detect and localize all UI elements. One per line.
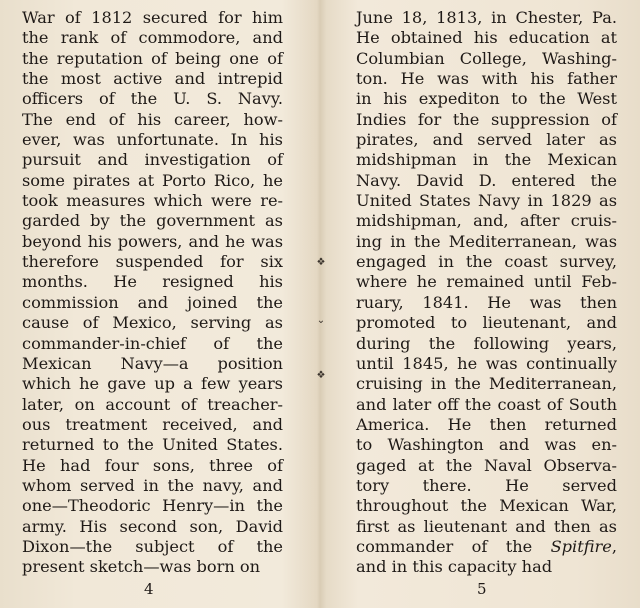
text-line: whom served in the navy, and (22, 475, 283, 495)
binding-stitch-mark: ❖ (316, 370, 326, 381)
text-line: The end of his career, how- (22, 109, 283, 129)
text-line: during the following years, (356, 333, 617, 353)
text-line: which he gave up a few years (22, 374, 283, 394)
left-page-text (22, 8, 283, 578)
text-line: pirates, and served later as (356, 130, 617, 150)
text-line: midshipman, and, after cruis- (356, 211, 617, 231)
text-line: cause of Mexico, serving as (22, 313, 283, 333)
text-line: promoted to lieutenant, and (356, 313, 617, 333)
text-line: until 1845, he was continually (356, 353, 617, 373)
text-line: ous treatment received, and (22, 414, 283, 434)
text-line: where he remained until Feb- (356, 272, 617, 292)
text-line: pursuit and investigation of (22, 150, 283, 170)
text-line: throughout the Mexican War, (356, 496, 617, 516)
text-line: Dixon—the subject of the (22, 536, 283, 556)
right-page-text (356, 8, 617, 578)
text-line: returned to the United States. (22, 435, 283, 455)
text-line: present sketch—was born on (22, 557, 261, 577)
text-line: Navy. David D. entered the (356, 170, 617, 190)
text-line: War of 1812 secured for him (22, 8, 283, 27)
binding-stitch-mark: ❖ (316, 257, 326, 268)
text-line: ruary, 1841. He was then (356, 292, 617, 312)
ship-name: Spitfire (550, 536, 612, 556)
text-line: commander of the Spitfire, (356, 536, 617, 556)
text-line: Columbian College, Washing- (356, 48, 617, 68)
text-line: June 18, 1813, in Chester, Pa. (356, 8, 617, 27)
binding-stitch-mark: ⌄ (316, 315, 326, 326)
text-line: to Washington and was en- (356, 435, 617, 455)
text-line: tory there. He served (356, 475, 617, 495)
text-line: Indies for the suppression of (356, 109, 617, 129)
text-line: some pirates at Porto Rico, he (22, 170, 283, 190)
text-line: army. His second son, David (22, 516, 283, 536)
text-line: engaged in the coast survey, (356, 252, 617, 272)
text-line: garded by the government as (22, 211, 283, 231)
text-line: officers of the U. S. Navy. (22, 89, 283, 109)
text-line: months. He resigned his (22, 272, 283, 292)
text-line: first as lieutenant and then as (356, 516, 617, 536)
text-line: cruising in the Mediterranean, (356, 374, 617, 394)
text-line: and later off the coast of South (356, 394, 617, 414)
text-line: ever, was unfortunate. In his (22, 130, 283, 150)
text-line: America. He then returned (356, 414, 617, 434)
text-line: He had four sons, three of (22, 455, 283, 475)
text-line: the most active and intrepid (22, 69, 283, 89)
text-line: Mexican Navy—a position (22, 353, 283, 373)
text-line: in his expediton to the West (356, 89, 617, 109)
text-line: later, on account of treacher- (22, 394, 283, 414)
text-line: midshipman in the Mexican (356, 150, 617, 170)
page-number-right: 5 (477, 580, 487, 598)
text-line: He obtained his education at (356, 28, 617, 48)
text-line: ing in the Mediterranean, was (356, 231, 617, 251)
text-line: United States Navy in 1829 as (356, 191, 617, 211)
text-line: one—Theodoric Henry—in the (22, 496, 283, 516)
text-line: and in this capacity had (356, 557, 553, 577)
text-line: commission and joined the (22, 292, 283, 312)
page-number-left: 4 (144, 580, 154, 598)
text-line: took measures which were re- (22, 191, 283, 211)
text-line: gaged at the Naval Observa- (356, 455, 617, 475)
text-line: ton. He was with his father (356, 69, 617, 89)
text-line: commander-in-chief of the (22, 333, 283, 353)
text-line: therefore suspended for six (22, 252, 283, 272)
text-line: the rank of commodore, and (22, 28, 283, 48)
text-line: the reputation of being one of (22, 48, 283, 68)
text-line: beyond his powers, and he was (22, 231, 283, 251)
